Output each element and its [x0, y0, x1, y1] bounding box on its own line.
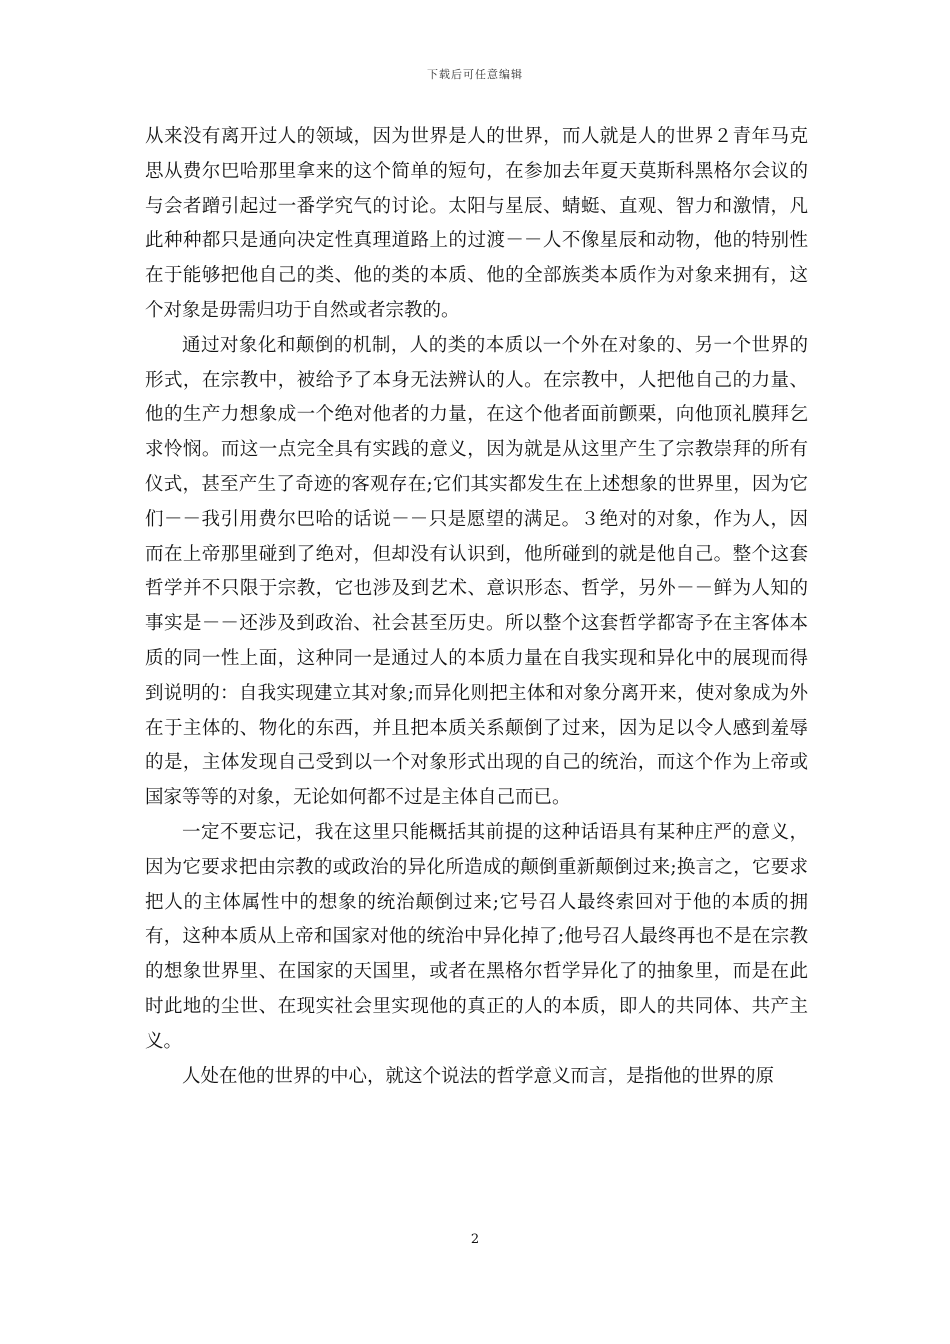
- document-body: [145, 120, 808, 1094]
- page-number: 2: [470, 1232, 480, 1247]
- paragraph-4: 人处在他的世界的中心，就这个说法的哲学意义而言，是指他的世界的原: [182, 1065, 775, 1087]
- paragraph-2: 通过对象化和颠倒的机制，人的类的本质以一个外在对象的、另一个世界的形式，在宗教中，被给予了本身无法辨认的人。在宗教中，人把他自己的力量、他的生产力想象成一个绝对他者的力量，在这个他者面前颤栗，向他顶礼膜拜乞求怜悯。而这一点完全具有实践的意义，因为就是从这里产生了宗教崇拜的所有仪式，甚至产生了奇迹的客观存在;它们其实都发生在上述想象的世界里，因为它们－－我引用费尔巴哈的话说－－只是愿望的满足。３绝对的对象，作为人，因而在上帝那里碰到了绝对，但却没有认识到，他所碰到的就是他自己。整个这套哲学并不只限于宗教，它也涉及到艺术、意识形态、哲学，另外－－鲜为人知的事实是－－还涉及到政治、社会甚至历史。所以整个这套哲学都寄予在主客体本质的同一性上面，这种同一是通过人的本质力量在自我实现和异化中的展现而得到说明的：自我实现建立其对象;而异化则把主体和对象分离开来，使对象成为外在于主体的、物化的东西，并且把本质关系颠倒了过来，因为足以令人感到羞辱的是，主体发现自己受到以一个对象形式出现的自己的统治，而这个作为上帝或国家等等的对象，无论如何都不过是主体自己而已。: [145, 334, 808, 809]
- paragraph-3: 一定不要忘记，我在这里只能概括其前提的这种话语具有某种庄严的意义，因为它要求把由宗教的或政治的异化所造成的颠倒重新颠倒过来;换言之，它要求把人的主体属性中的想象的统治颠倒过来;它号召人最终索回对于他的本质的拥有，这种本质从上帝和国家对他的统治中异化掉了;他号召人最终再也不是在宗教的想象世界里、在国家的天国里，或者在黑格尔哲学异化了的抽象里，而是在此时此地的尘世、在现实社会里实现他的真正的人的本质，即人的共同体、共产主义。: [145, 821, 808, 1052]
- page-header: 下载后可任意编辑: [427, 68, 523, 81]
- paragraph-1: 从来没有离开过人的领域，因为世界是人的世界，而人就是人的世界２青年马克思从费尔巴哈那里拿来的这个简单的短句，在参加去年夏天莫斯科黑格尔会议的与会者蹭引起过一番学究气的讨论。太阳与星辰、蜻蜓、直观、智力和激情，凡此种种都只是通向决定性真理道路上的过渡－－人不像星辰和动物，他的特别性在于能够把他自己的类、他的类的本质、他的全部族类本质作为对象来拥有，这个对象是毋需归功于自然或者宗教的。: [145, 126, 808, 321]
